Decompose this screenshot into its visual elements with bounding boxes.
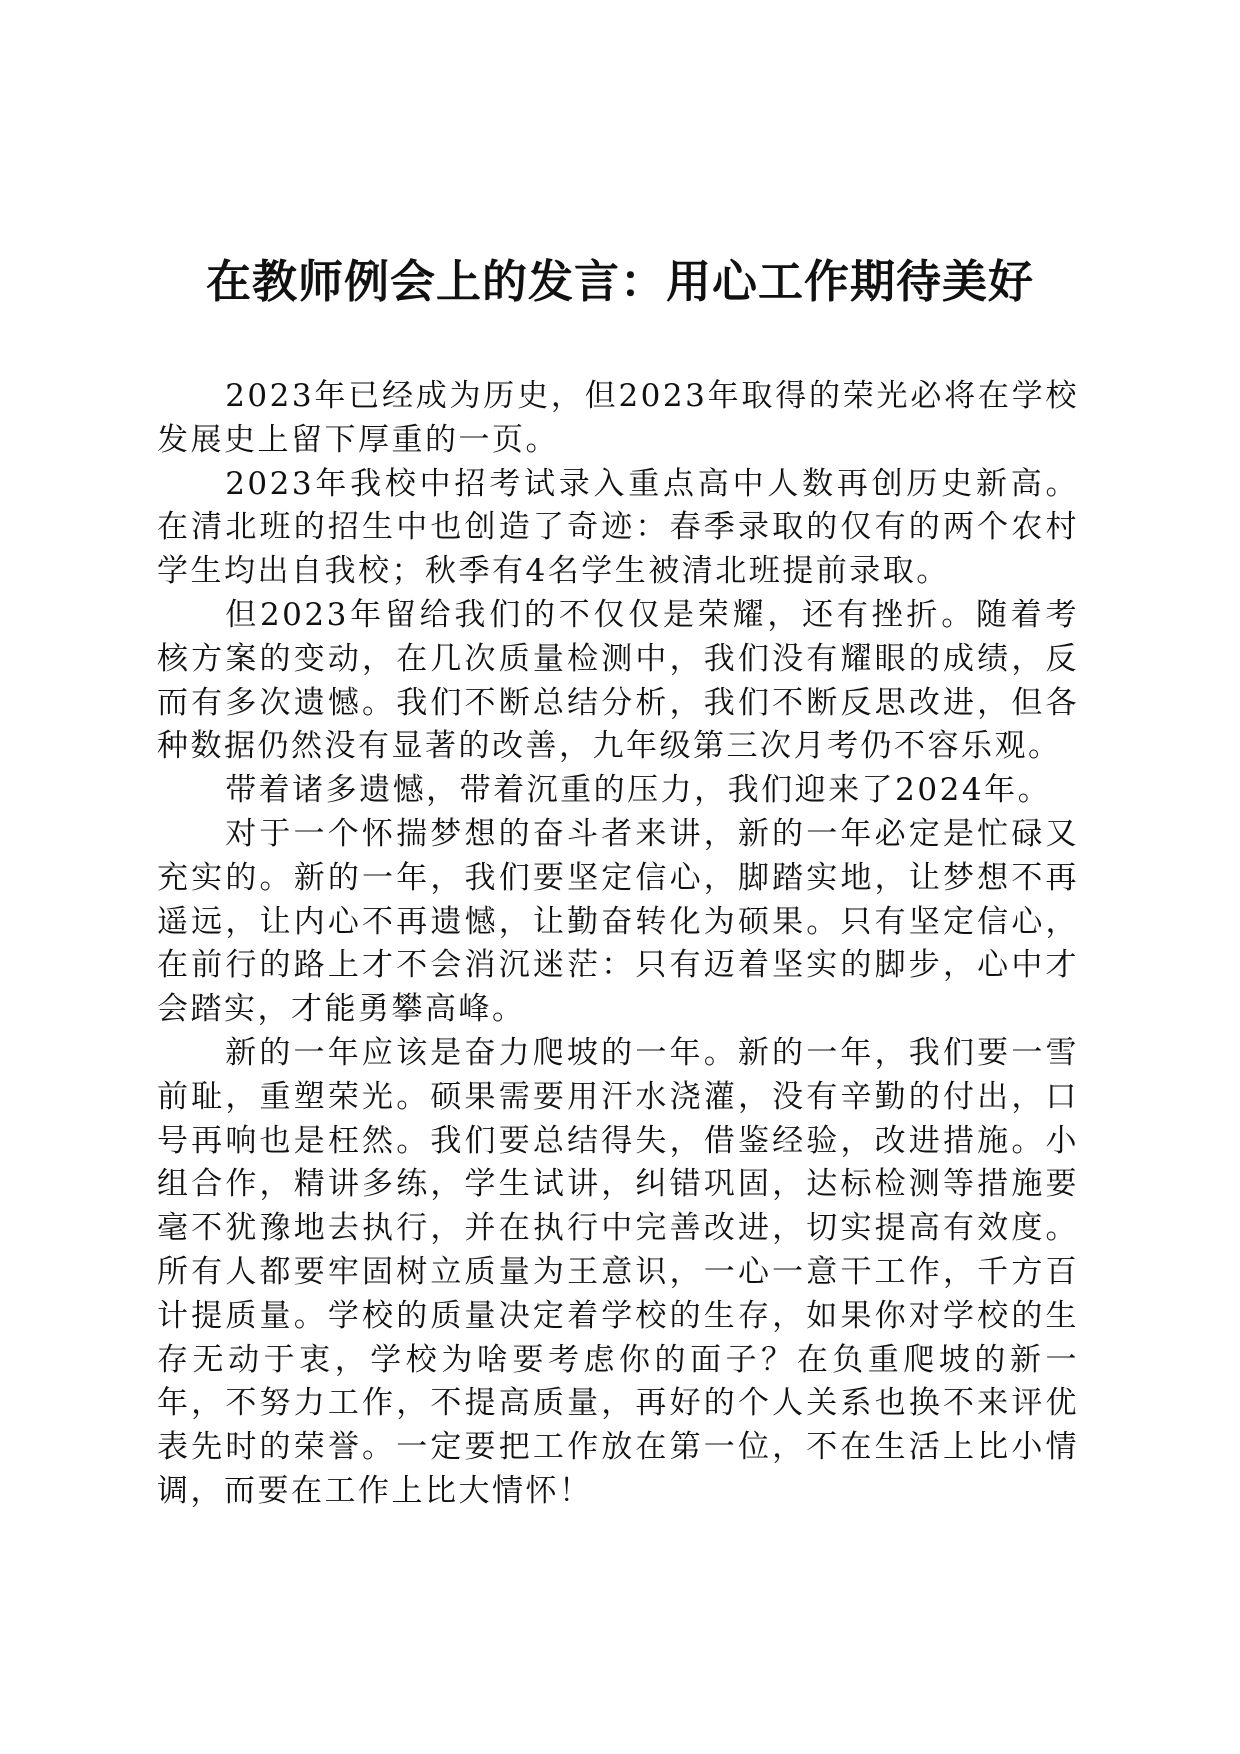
document-title: 在教师例会上的发言：用心工作期待美好 bbox=[205, 255, 1034, 308]
document-body bbox=[157, 375, 1079, 1514]
paragraph-3: 但2023年留给我们的不仅仅是荣耀，还有挫折。随着考核方案的变动，在几次质量检测中，我们没有耀眼的成绩，反而有多次遗憾。我们不断总结分析，我们不断反思改进，但各种数据仍然没有显著的改善，九年级第三次月考仍不容乐观。 bbox=[157, 596, 1079, 765]
paragraph-2: 2023年我校中招考试录入重点高中人数再创历史新高。在清北班的招生中也创造了奇迹：春季录取的仅有的两个农村学生均出自我校；秋季有4名学生被清北班提前录取。 bbox=[157, 465, 1079, 590]
paragraph-5: 对于一个怀揣梦想的奋斗者来讲，新的一年必定是忙碌又充实的。新的一年，我们要坚定信心，脚踏实地，让梦想不再遥远，让内心不再遗憾，让勤奋转化为硕果。只有坚定信心，在前行的路上才不会消沉迷茫：只有迈着坚实的脚步，心中才会踏实，才能勇攀高峰。 bbox=[157, 815, 1079, 1028]
paragraph-6: 新的一年应该是奋力爬坡的一年。新的一年，我们要一雪前耻，重塑荣光。硕果需要用汗水浇灌，没有辛勤的付出，口号再响也是枉然。我们要总结得失，借鉴经验，改进措施。小组合作，精讲多练，学生试讲，纠错巩固，达标检测等措施要毫不犹豫地去执行，并在执行中完善改进，切实提高有效度。所有人都要牢固树立质量为王意识，一心一意干工作，千方百计提质量。学校的质量决定着学校的生存，如果你对学校的生存无动于衷，学校为啥要考虑你的面子？在负重爬坡的新一年，不努力工作，不提高质量，再好的个人关系也换不来评优表先时的荣誉。一定要把工作放在第一位，不在生活上比小情调，而要在工作上比大情怀！ bbox=[157, 1034, 1079, 1509]
paragraph-1: 2023年已经成为历史，但2023年取得的荣光必将在学校发展史上留下厚重的一页。 bbox=[157, 378, 1079, 458]
paragraph-4: 带着诸多遗憾，带着沉重的压力，我们迎来了2024年。 bbox=[225, 772, 1052, 809]
